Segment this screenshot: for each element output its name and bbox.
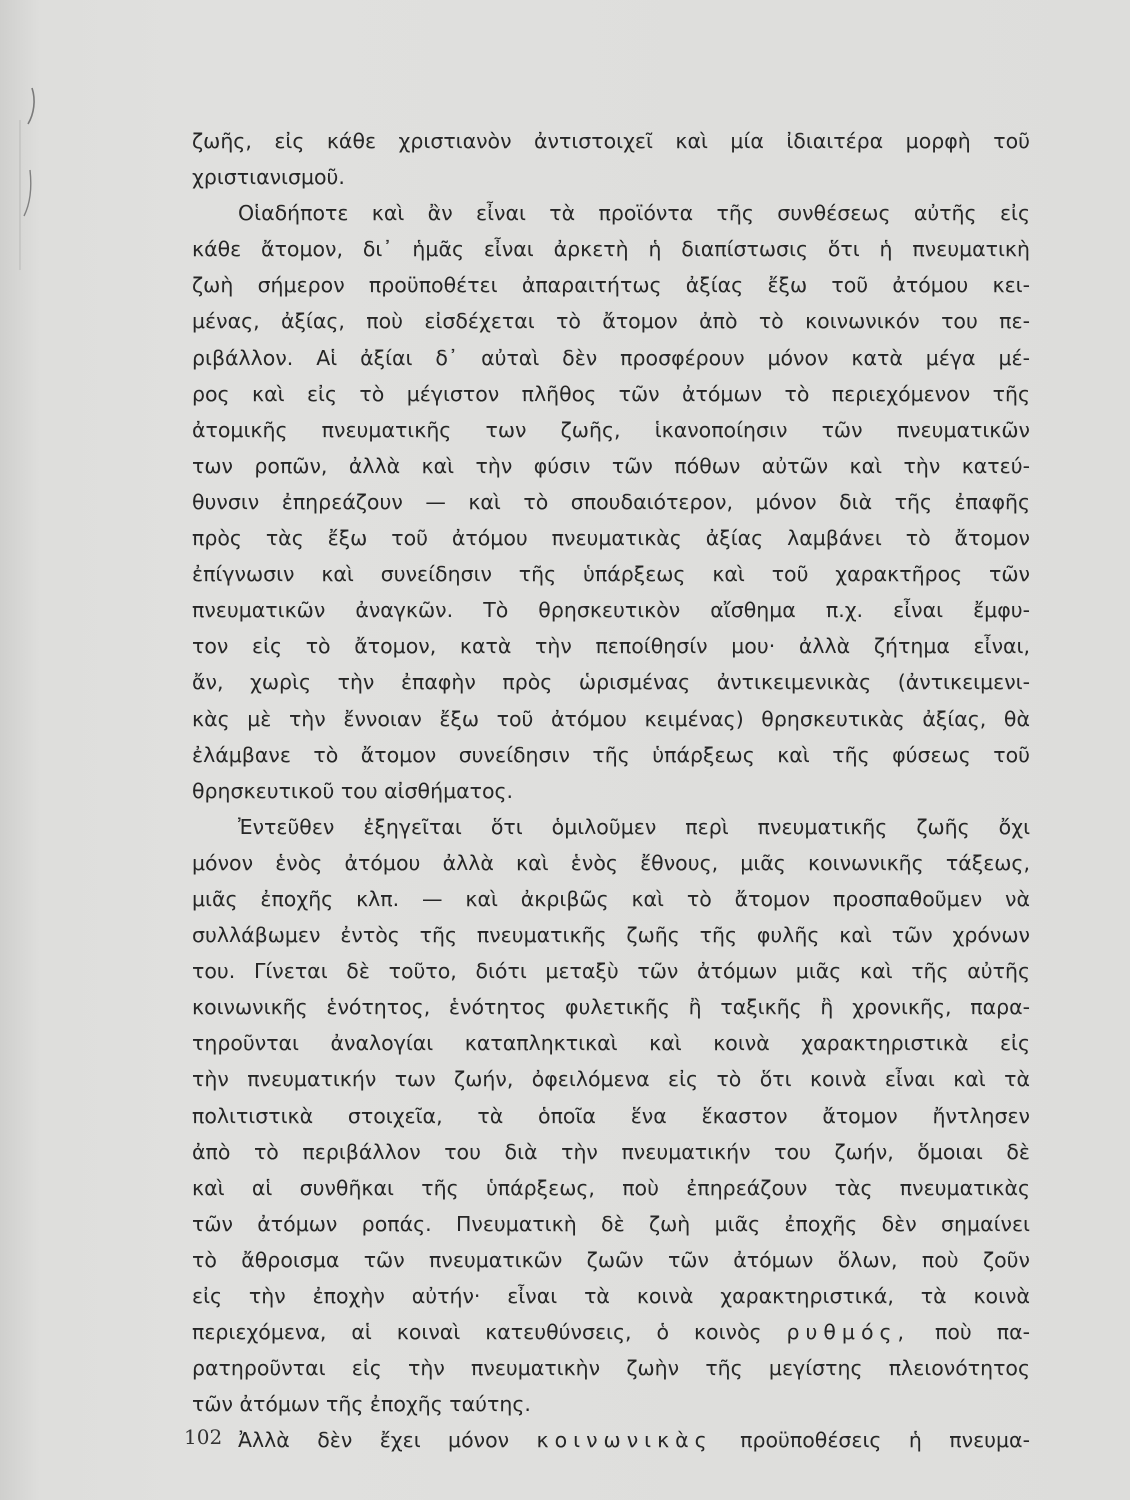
page-number: 102 [184,1425,223,1449]
text-line: Οἱαδήποτε καὶ ἂν εἶναι τὰ προϊόντα τῆς συνθέσεως αὐτῆς εἰς [238,201,1030,226]
text-line: των ροπῶν, ἀλλὰ καὶ τὴν φύσιν τῶν πόθων αὐτῶν καὶ τὴν κατεύ- [192,453,1030,478]
text-line: Ἐντεῦθεν ἐξηγεῖται ὅτι ὁμιλοῦμεν περὶ πνευματικῆς ζωῆς ὄχι [238,814,1030,839]
text-line: ριβάλλον. Αἱ ἀξίαι δ᾽ αὐταὶ δὲν προσφέρουν μόνον κατὰ μέγα μέ- [192,345,1030,370]
text-line: ἀπὸ τὸ περιβάλλον του διὰ τὴν πνευματικήν του ζωήν, ὅμοιαι δὲ [192,1139,1030,1164]
text-line: ἄν, χωρὶς τὴν ἐπαφὴν πρὸς ὡρισμένας ἀντικειμενικὰς (ἀντικειμενι- [192,670,1030,695]
text-line: ἐλάμβανε τὸ ἄτομον συνείδησιν τῆς ὑπάρξεως καὶ τῆς φύσεως τοῦ [192,742,1030,767]
text-line: συλλάβωμεν ἐντὸς τῆς πνευματικῆς ζωῆς τῆς φυλῆς καὶ τῶν χρόνων [192,923,1030,948]
text-line-rhythm [192,1314,1030,1350]
text-line: κάθε ἄτομον, δι᾽ ἡμᾶς εἶναι ἀρκετὴ ἡ διαπίστωσις ὅτι ἡ πνευματικὴ [192,237,1030,262]
text-line: θυνσιν ἐπηρεάζουν — καὶ τὸ σπουδαιότερον, μόνον διὰ τῆς ἐπαφῆς [192,489,1030,514]
text-fragment: προϋποθέσεις ἡ πνευμα- [740,1428,1030,1453]
text-line: μόνον ἑνὸς ἀτόμου ἀλλὰ καὶ ἑνὸς ἔθνους, μιᾶς κοινωνικῆς τάξεως, [192,850,1030,875]
text-line: θρησκευτικοῦ του αἰσθήματος. [192,778,514,803]
text-line: τῶν ἀτόμων τῆς ἐποχῆς ταύτης. [192,1392,531,1417]
text-line: καὶ αἱ συνθῆκαι τῆς ὑπάρξεως, ποὺ ἐπηρεάζουν τὰς πνευματικὰς [192,1175,1030,1200]
text-line: ρος καὶ εἰς τὸ μέγιστον πλῆθος τῶν ἀτόμων τὸ περιεχόμενον τῆς [192,381,1030,406]
text-line: πρὸς τὰς ἔξω τοῦ ἀτόμου πνευματικὰς ἀξίας λαμβάνει τὸ ἄτομον [192,526,1030,551]
text-line: πολιτιστικὰ στοιχεῖα, τὰ ὁποῖα ἕνα ἕκαστον ἄτομον ἤντλησεν [192,1103,1030,1128]
text-line: τὸ ἄθροισμα τῶν πνευματικῶν ζωῶν τῶν ἀτόμων ὅλων, ποὺ ζοῦν [192,1247,1030,1272]
text-line: χριστιανισμοῦ. [192,165,345,190]
text-line: τηροῦνται ἀναλογίαι καταπληκτικαὶ καὶ κοινὰ χαρακτηριστικὰ εἰς [192,1031,1030,1056]
text-line: μένας, ἀξίας, ποὺ εἰσδέχεται τὸ ἄτομον ἀπὸ τὸ κοινωνικόν του πε- [192,309,1030,334]
spaced-word-social: κοινωνικὰς [536,1428,713,1453]
text-line: κὰς μὲ τὴν ἔννοιαν ἔξω τοῦ ἀτόμου κειμένας) θρησκευτικὰς ἀξίας, θὰ [192,706,1030,731]
text-line: του. Γίνεται δὲ τοῦτο, διότι μεταξὺ τῶν ἀτόμων μιᾶς καὶ τῆς αὐτῆς [192,959,1030,984]
text-fragment: περιεχόμενα, αἱ κοιναὶ κατευθύνσεις, ὁ κοινὸς [192,1320,762,1345]
text-line: τὴν πνευματικήν των ζωήν, ὀφειλόμενα εἰς τὸ ὅτι κοινὰ εἶναι καὶ τὰ [192,1067,1030,1092]
text-fragment: Ἀλλὰ δὲν ἔχει μόνον [238,1428,510,1453]
text-line: πνευματικῶν ἀναγκῶν. Τὸ θρησκευτικὸν αἴσθημα π.χ. εἶναι ἔμφυ- [192,598,1030,623]
text-line: εἰς τὴν ἐποχὴν αὐτήν· εἶναι τὰ κοινὰ χαρακτηριστικά, τὰ κοινὰ [192,1284,1030,1308]
text-line: ἀτομικῆς πνευματικῆς των ζωῆς, ἱκανοποίησιν τῶν πνευματικῶν [192,417,1030,442]
text-line: κοινωνικῆς ἑνότητος, ἑνότητος φυλετικῆς ἢ ταξικῆς ἢ χρονικῆς, παρα- [192,995,1030,1020]
text-line: τον εἰς τὸ ἄτομον, κατὰ τὴν πεποίθησίν μου· ἀλλὰ ζήτημα εἶναι, [192,634,1030,659]
text-line-social [192,1422,1030,1458]
spaced-word-rhythm: ρυθμός, [786,1320,911,1345]
text-line: ζωῆς, εἰς κάθε χριστιανὸν ἀντιστοιχεῖ καὶ μία ἰδιαιτέρα μορφὴ τοῦ [192,129,1030,153]
margin-pencil-mark [18,80,48,280]
text-fragment: ποὺ πα- [935,1320,1030,1345]
text-line: τῶν ἀτόμων ροπάς. Πνευματικὴ δὲ ζωὴ μιᾶς ἐποχῆς δὲν σημαίνει [192,1211,1030,1236]
text-line: μιᾶς ἐποχῆς κλπ. — καὶ ἀκριβῶς καὶ τὸ ἄτομον προσπαθοῦμεν νὰ [192,886,1030,911]
text-line: ἐπίγνωσιν καὶ συνείδησιν τῆς ὑπάρξεως καὶ τοῦ χαρακτῆρος τῶν [192,562,1030,587]
text-line: ζωὴ σήμερον προϋποθέτει ἀπαραιτήτως ἀξίας ἔξω τοῦ ἀτόμου κει- [192,273,1030,298]
body-text [192,123,1030,1458]
text-line: ρατηροῦνται εἰς τὴν πνευματικὴν ζωὴν τῆς μεγίστης πλειονότητος [192,1356,1030,1381]
